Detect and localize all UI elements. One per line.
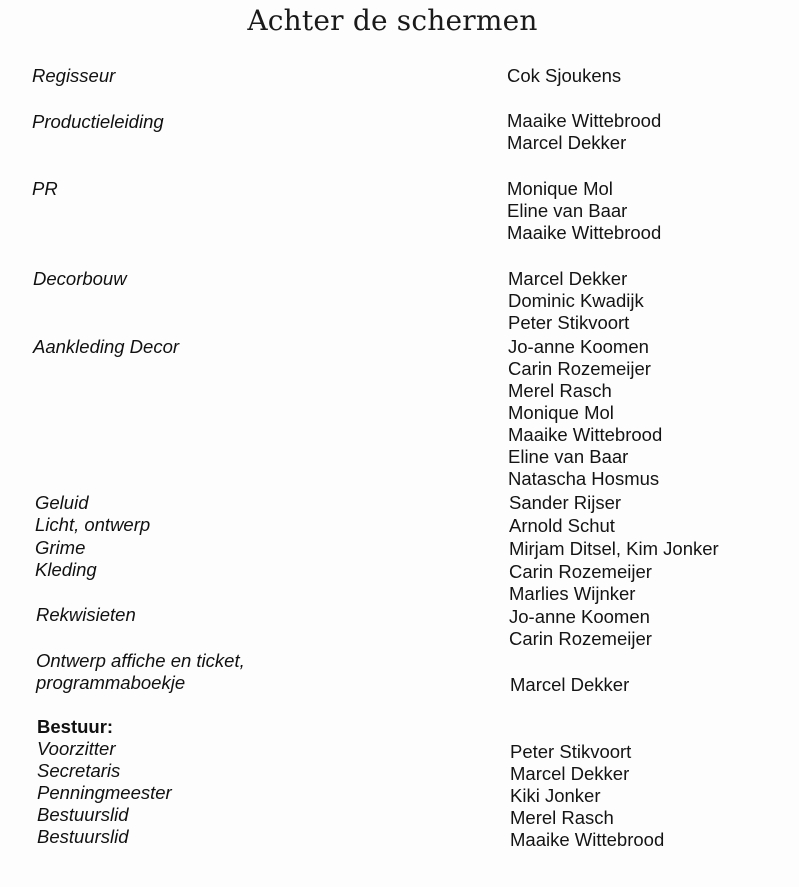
credit-name: Sander Rijser [509,492,622,513]
role-label-grime: Grime [35,537,86,558]
role-label-geluid: Geluid [35,492,89,513]
credit-name: Merel Rasch [508,380,612,401]
credit-name: Peter Stikvoort [508,312,630,333]
role-label-aankleding-decor: Aankleding Decor [33,336,180,357]
credit-name: Dominic Kwadijk [508,290,644,311]
role-label-decorbouw: Decorbouw [33,268,127,289]
credit-name: Carin Rozemeijer [509,628,652,649]
credit-name: Natascha Hosmus [508,468,660,489]
bestuur-names [510,741,664,851]
credit-name: Marcel Dekker [507,132,627,153]
bestuur-member-name: Marcel Dekker [510,763,630,784]
credit-name: Monique Mol [507,178,613,199]
role-label-licht-ontwerp: Licht, ontwerp [35,514,151,535]
bestuur-role-label: Voorzitter [37,738,116,759]
role-label-productieleiding: Productieleiding [32,111,164,132]
credit-name: Arnold Schut [509,515,615,536]
bestuur-member-name: Merel Rasch [510,807,614,828]
bestuur-role-label: Bestuurslid [37,826,129,847]
credit-name: Marcel Dekker [508,268,628,289]
role-label-line: programmaboekje [36,672,186,693]
role-names-geluid [509,492,621,514]
bestuur-section-left [37,716,172,848]
bestuur-member-name: Peter Stikvoort [510,741,632,762]
credit-name: Marlies Wijnker [509,583,636,604]
bestuur-role-label: Secretaris [37,760,121,781]
role-names-grime [509,538,719,560]
credit-name: Maaike Wittebrood [508,424,663,445]
credit-name: Mirjam Ditsel, Kim Jonker [509,538,719,559]
bestuur-role-label: Bestuurslid [37,804,129,825]
credit-name: Cok Sjoukens [507,65,622,86]
role-names-decorbouw [508,268,644,334]
role-label-ontwerp-affiche [36,650,245,694]
credit-name: Monique Mol [508,402,614,423]
role-label-pr: PR [32,178,58,199]
role-names-ontwerp-affiche [510,674,629,696]
role-label-rekwisieten: Rekwisieten [36,604,136,625]
role-names-productieleiding [507,110,661,154]
role-label-line: Ontwerp affiche en ticket, [36,650,245,671]
bestuur-member-name: Maaike Wittebrood [510,829,665,850]
page-title: Achter de schermen [247,4,538,37]
credit-name: Eline van Baar [507,200,628,221]
credit-name: Maaike Wittebrood [507,110,662,131]
credit-name: Carin Rozemeijer [509,561,652,582]
role-names-licht-ontwerp [509,515,615,537]
role-label-regisseur: Regisseur [32,65,116,86]
bestuur-heading: Bestuur: [37,716,114,737]
role-names-kleding [509,561,652,605]
bestuur-role-label: Penningmeester [37,782,172,803]
role-names-pr [507,178,661,244]
role-names-regisseur [507,65,621,87]
role-names-rekwisieten [509,606,652,650]
role-label-kleding: Kleding [35,559,97,580]
credit-name: Jo-anne Koomen [508,336,649,357]
bestuur-member-name: Kiki Jonker [510,785,601,806]
credit-name: Carin Rozemeijer [508,358,651,379]
credit-name: Eline van Baar [508,446,629,467]
credit-name: Maaike Wittebrood [507,222,662,243]
credit-name: Jo-anne Koomen [509,606,650,627]
credit-name: Marcel Dekker [510,674,630,695]
role-names-aankleding-decor [508,336,662,490]
